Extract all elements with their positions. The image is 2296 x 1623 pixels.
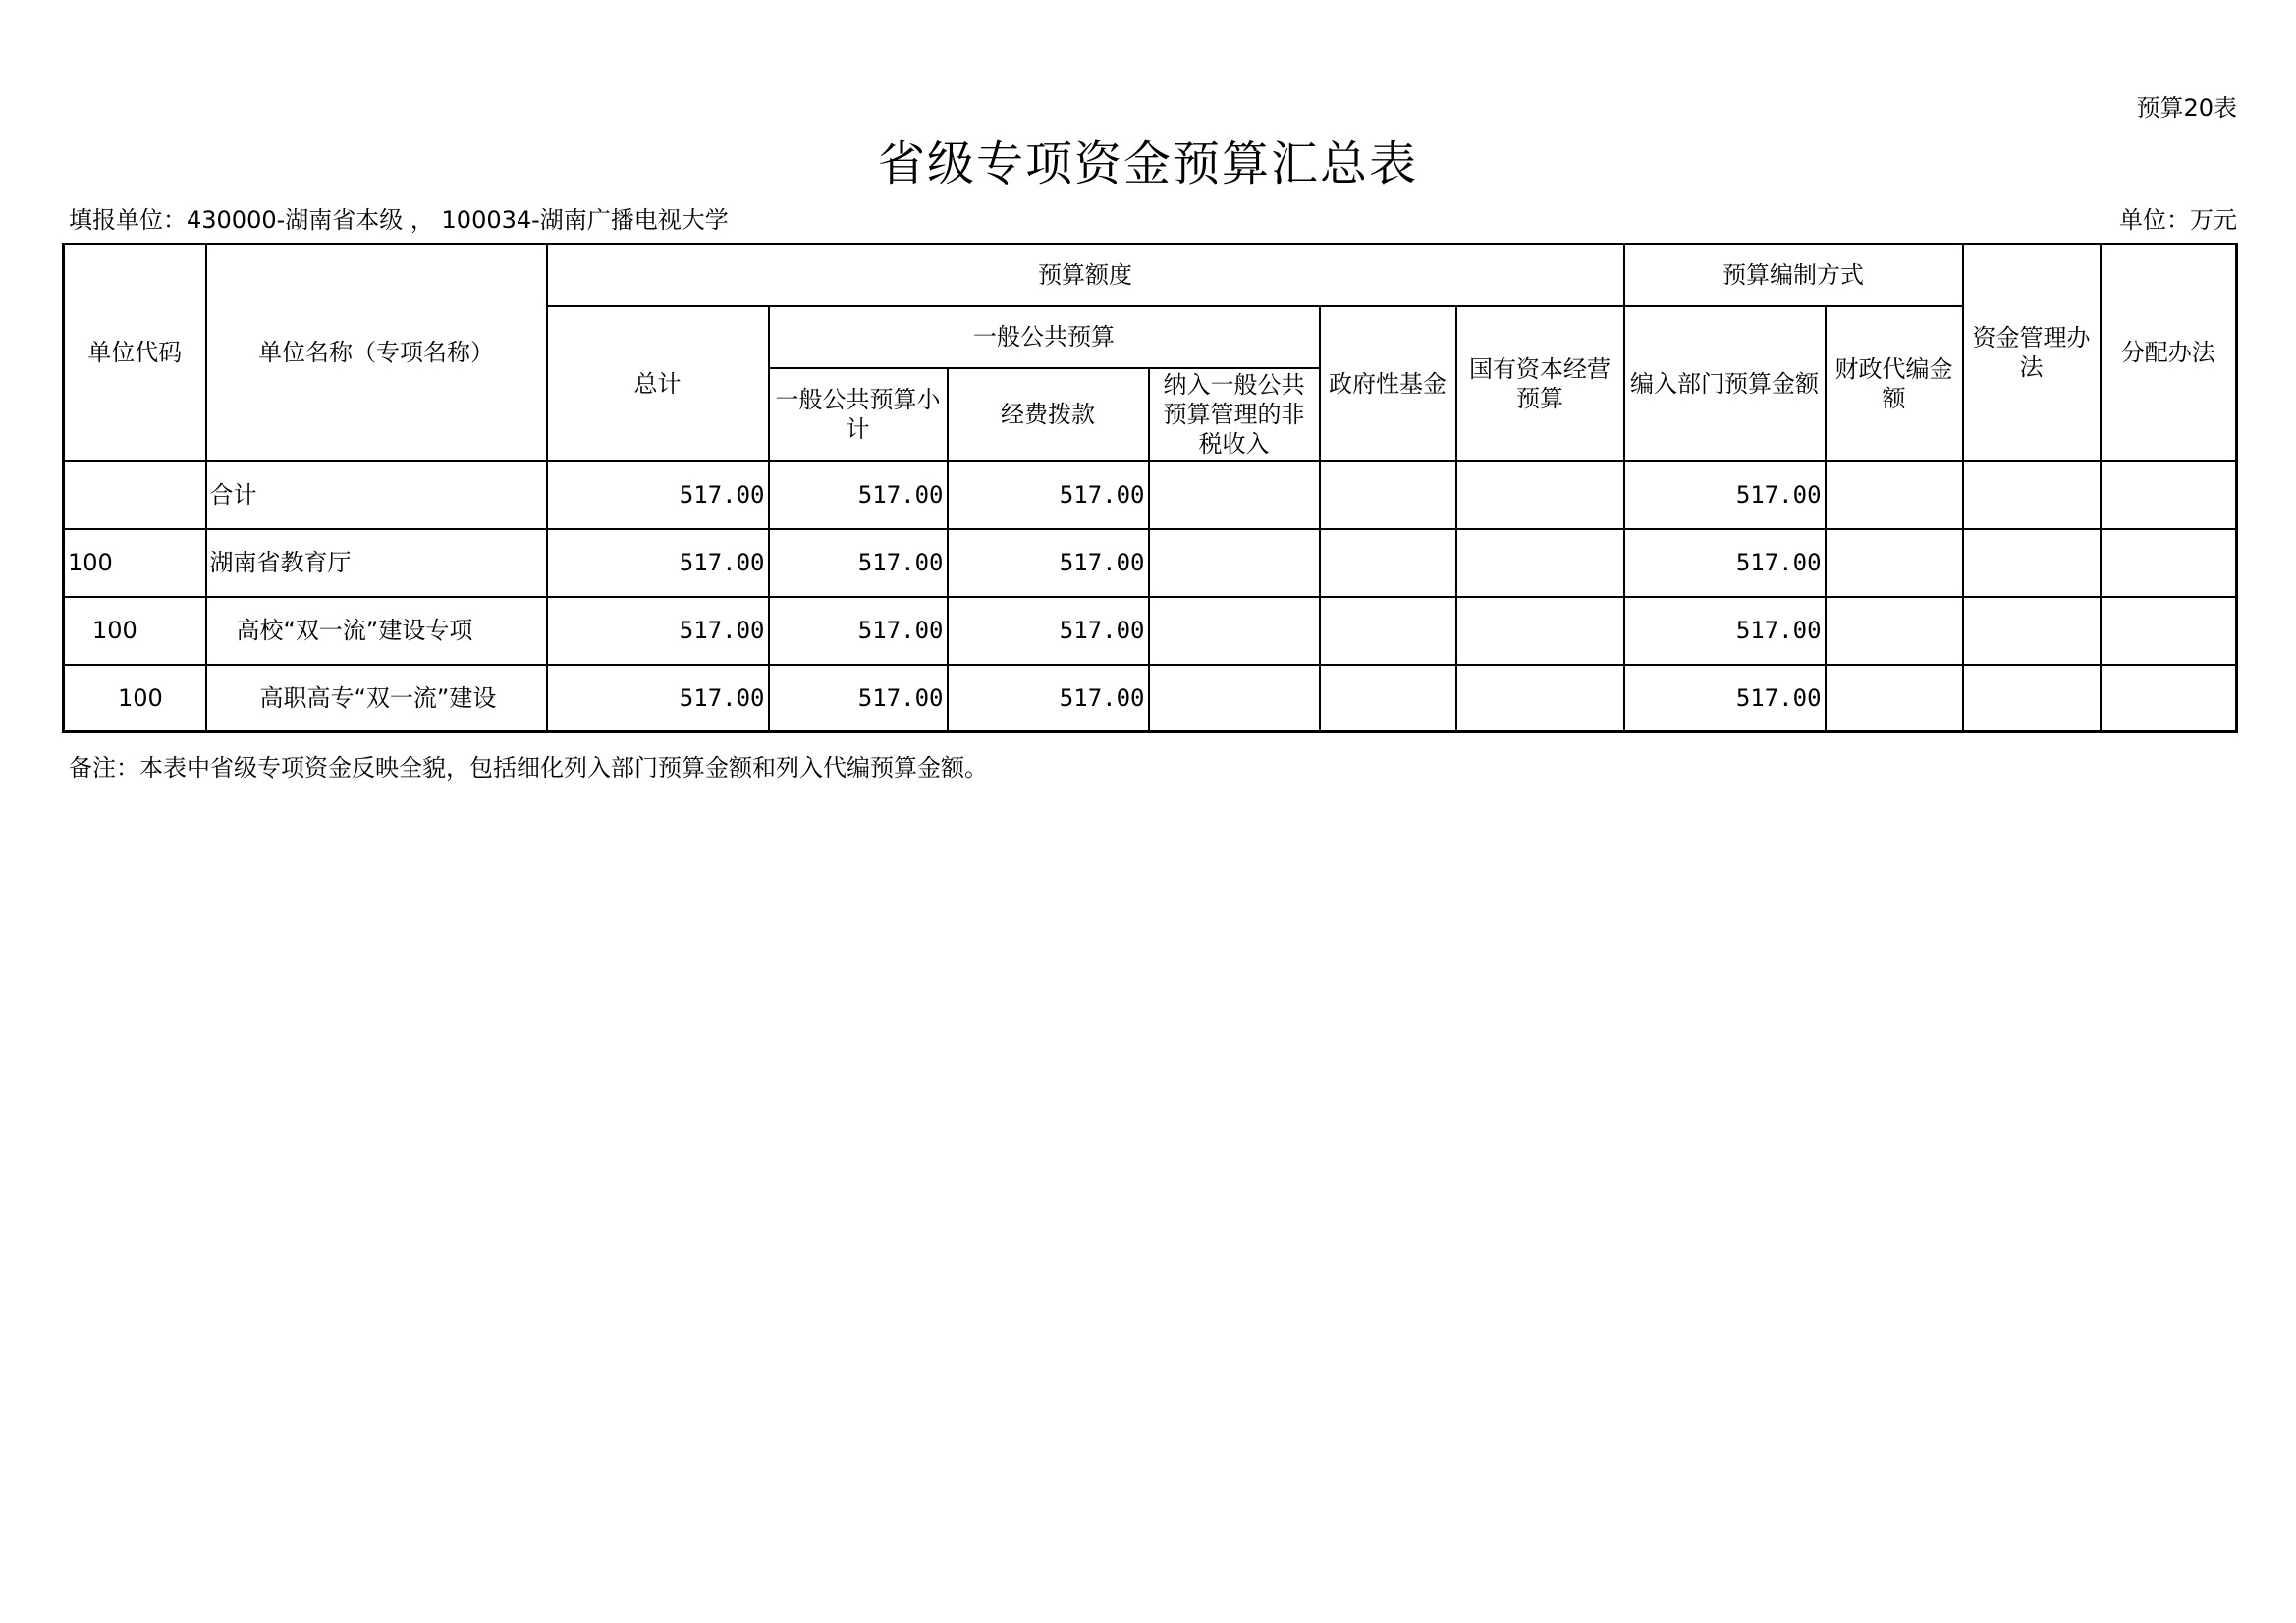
cell-finance-agency	[1826, 665, 1963, 732]
cell-total: 517.00	[547, 529, 769, 597]
cell-dept-budget: 517.00	[1624, 529, 1826, 597]
cell-subtotal: 517.00	[769, 597, 948, 665]
cell-name: 湖南省教育厅	[206, 529, 547, 597]
budget-table	[62, 243, 2238, 733]
currency-unit: 单位：万元	[2119, 206, 2237, 234]
cell-name: 高职高专“双一流”建设	[206, 665, 547, 732]
cell-code: 100	[64, 665, 206, 732]
header-state-capital: 国有资本经营预算	[1456, 306, 1624, 461]
cell-state-capital	[1456, 597, 1624, 665]
cell-allocation	[2101, 665, 2237, 732]
cell-appropriation: 517.00	[948, 461, 1149, 529]
cell-fund-management	[1963, 597, 2101, 665]
cell-nontax	[1149, 529, 1320, 597]
cell-state-capital	[1456, 665, 1624, 732]
cell-subtotal: 517.00	[769, 461, 948, 529]
cell-appropriation: 517.00	[948, 665, 1149, 732]
form-number: 预算20表	[2136, 94, 2237, 122]
header-dept-budget: 编入部门预算金额	[1624, 306, 1826, 461]
page-title: 省级专项资金预算汇总表	[877, 136, 1418, 191]
cell-fund-management	[1963, 529, 2101, 597]
filling-unit: 填报单位：430000-湖南省本级 ， 100034-湖南广播电视大学	[69, 206, 729, 234]
cell-finance-agency	[1826, 461, 1963, 529]
table-row	[64, 665, 2237, 732]
header-gov-fund: 政府性基金	[1320, 306, 1456, 461]
header-unit-code: 单位代码	[64, 244, 206, 461]
cell-gov-fund	[1320, 665, 1456, 732]
cell-dept-budget: 517.00	[1624, 597, 1826, 665]
cell-subtotal: 517.00	[769, 529, 948, 597]
header-unit-name: 单位名称（专项名称）	[206, 244, 547, 461]
footnote: 备注：本表中省级专项资金反映全貌，包括细化列入部门预算金额和列入代编预算金额。	[69, 754, 988, 782]
table-row	[64, 529, 2237, 597]
header-nontax: 纳入一般公共预算管理的非税收入	[1149, 368, 1320, 461]
table-row	[64, 597, 2237, 665]
cell-total: 517.00	[547, 597, 769, 665]
cell-allocation	[2101, 597, 2237, 665]
cell-total: 517.00	[547, 665, 769, 732]
cell-fund-management	[1963, 461, 2101, 529]
cell-gov-fund	[1320, 461, 1456, 529]
header-allocation-method: 分配办法	[2101, 244, 2237, 461]
cell-fund-management	[1963, 665, 2101, 732]
cell-allocation	[2101, 529, 2237, 597]
header-fund-management: 资金管理办法	[1963, 244, 2101, 461]
cell-name: 合计	[206, 461, 547, 529]
table-row	[64, 461, 2237, 529]
cell-dept-budget: 517.00	[1624, 665, 1826, 732]
cell-name: 高校“双一流”建设专项	[206, 597, 547, 665]
cell-code	[64, 461, 206, 529]
cell-dept-budget: 517.00	[1624, 461, 1826, 529]
cell-gov-fund	[1320, 597, 1456, 665]
cell-subtotal: 517.00	[769, 665, 948, 732]
header-compile-method: 预算编制方式	[1624, 244, 1963, 306]
cell-code: 100	[64, 597, 206, 665]
cell-appropriation: 517.00	[948, 529, 1149, 597]
cell-appropriation: 517.00	[948, 597, 1149, 665]
cell-finance-agency	[1826, 529, 1963, 597]
cell-code: 100	[64, 529, 206, 597]
header-general-subtotal: 一般公共预算小计	[769, 368, 948, 461]
cell-gov-fund	[1320, 529, 1456, 597]
cell-state-capital	[1456, 529, 1624, 597]
header-finance-agency: 财政代编金额	[1826, 306, 1963, 461]
header-budget-amount: 预算额度	[547, 244, 1624, 306]
cell-finance-agency	[1826, 597, 1963, 665]
cell-total: 517.00	[547, 461, 769, 529]
header-general-budget: 一般公共预算	[769, 306, 1320, 368]
cell-allocation	[2101, 461, 2237, 529]
cell-state-capital	[1456, 461, 1624, 529]
header-total: 总计	[547, 306, 769, 461]
header-appropriation: 经费拨款	[948, 368, 1149, 461]
cell-nontax	[1149, 597, 1320, 665]
cell-nontax	[1149, 461, 1320, 529]
cell-nontax	[1149, 665, 1320, 732]
